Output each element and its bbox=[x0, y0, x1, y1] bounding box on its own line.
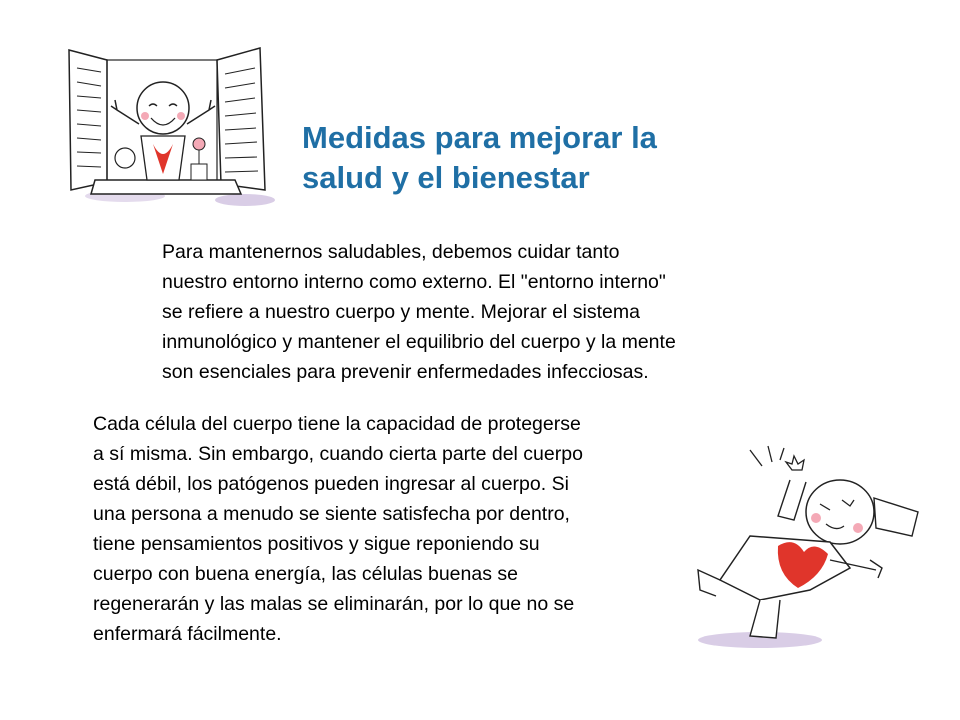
paragraph-line: a sí misma. Sin embargo, cuando cierta parte del cuerpo bbox=[93, 443, 583, 465]
paragraph-line: enfermará fácilmente. bbox=[93, 623, 282, 645]
paragraph-line: tiene pensamientos positivos y sigue reponiendo su bbox=[93, 533, 540, 555]
paragraph-line: cuerpo con buena energía, las células buenas se bbox=[93, 563, 518, 585]
paragraph-line: regenerarán y las malas se eliminarán, por lo que no se bbox=[93, 593, 575, 615]
title-line-1: Medidas para mejorar la bbox=[302, 120, 657, 155]
dancing-figure-illustration bbox=[690, 440, 920, 655]
paragraph-line: inmunológico y mantener el equilibrio del cuerpo y la mente bbox=[162, 331, 676, 353]
title-line-2: salud y el bienestar bbox=[302, 160, 590, 195]
paragraph-line: Para mantenernos saludables, debemos cuidar tanto bbox=[162, 241, 620, 263]
paragraph-line: una persona a menudo se siente satisfecha por dentro, bbox=[93, 503, 570, 525]
paragraph-line: Cada célula del cuerpo tiene la capacidad de protegerse bbox=[93, 413, 581, 435]
page-title bbox=[302, 118, 782, 198]
body-paragraph bbox=[93, 409, 583, 649]
intro-paragraph bbox=[162, 237, 676, 387]
paragraph-line: se refiere a nuestro cuerpo y mente. Mejorar el sistema bbox=[162, 301, 640, 323]
paragraph-line: nuestro entorno interno como externo. El "entorno interno" bbox=[162, 271, 666, 293]
window-child-illustration bbox=[55, 40, 275, 208]
paragraph-line: son esenciales para prevenir enfermedades infecciosas. bbox=[162, 361, 649, 383]
paragraph-line: está débil, los patógenos pueden ingresar al cuerpo. Si bbox=[93, 473, 569, 495]
